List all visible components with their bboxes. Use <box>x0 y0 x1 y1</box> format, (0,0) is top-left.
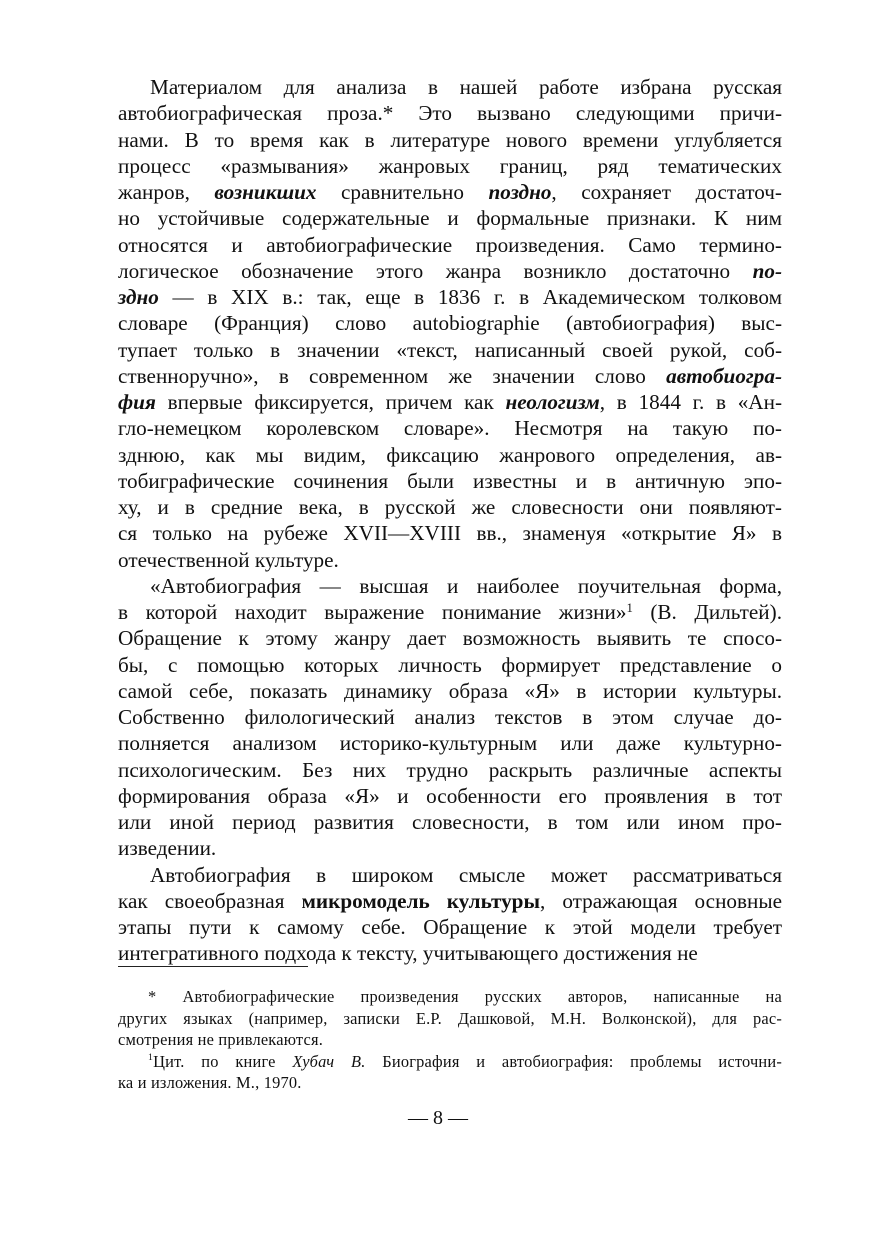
text-run: психологическим. Без них трудно раскрыть различные аспекты <box>118 757 782 782</box>
footnote-separator <box>118 966 308 967</box>
text-line <box>150 573 782 599</box>
text-line <box>118 625 782 651</box>
text-line <box>118 153 782 179</box>
text-line <box>118 363 782 389</box>
text-line <box>118 704 782 730</box>
text-run: Собственно филологический анализ текстов в этом случае до- <box>118 705 782 729</box>
text-line <box>118 783 782 809</box>
emphasized-text: неологизм <box>505 390 600 414</box>
text-run: других языках (например, записки Е.Р. Дашковой, М.Н. Волконской), для рас- <box>118 1008 782 1028</box>
text-run: полняется анализом историко-культурным или даже культурно- <box>118 731 782 756</box>
footnote-marker: 1 <box>148 1051 154 1063</box>
text-line <box>118 415 782 441</box>
text-run: «Автобиография — высшая и наиболее поучительная форма, <box>150 573 782 598</box>
text-run: автобиографическая проза.* Это вызвано следующими причи- <box>118 101 782 126</box>
text-run: ху, и в средние века, в русской же словесности они появляют- <box>118 495 782 519</box>
text-run: Автобиография в широком смысле может рассматриваться <box>150 862 782 887</box>
text-line <box>118 914 782 940</box>
text-line <box>118 757 782 783</box>
emphasized-text: фия <box>118 390 156 414</box>
text-line <box>118 389 782 415</box>
emphasized-text: поздно <box>488 180 552 204</box>
text-line <box>118 100 782 126</box>
emphasized-text: Хубач В. <box>292 1051 366 1071</box>
text-line <box>118 337 782 363</box>
text-line <box>118 258 782 284</box>
text-line <box>118 442 782 468</box>
text-line <box>118 809 782 835</box>
text-line <box>118 468 782 494</box>
text-run: Биография и автобиография: проблемы источни- <box>365 1051 783 1071</box>
text-run: , в 1844 г. в «Ан- <box>599 390 782 414</box>
text-line <box>118 179 782 205</box>
text-run: или иной период развития словесности, в том или ином про- <box>118 810 782 834</box>
text-run: формирования образа «Я» и особенности его проявления в тот <box>118 783 782 808</box>
footnote-line <box>118 1008 782 1030</box>
text-run: ственноручно», в современном же значении слово <box>118 363 667 388</box>
text-run: в которой находит выражение понимание жизни» <box>118 600 627 624</box>
text-run: интегративного подхода к тексту, учитывающего достижения не <box>118 941 698 966</box>
footnote-line <box>148 986 782 1008</box>
text-line <box>118 284 782 310</box>
text-run: нами. В то время как в литературе нового времени углубляется <box>118 127 782 152</box>
text-line <box>118 940 782 966</box>
text-line <box>118 547 782 573</box>
text-run: бы, с помощью которых личность формирует представление о <box>118 652 782 677</box>
text-run: этапы пути к самому себе. Обращение к этой модели требует <box>118 915 782 939</box>
emphasized-text: микромодель культуры <box>301 888 541 913</box>
text-line <box>118 232 782 258</box>
text-run: изведении. <box>118 836 217 861</box>
text-line <box>118 730 782 756</box>
text-run: Цит. по книге <box>153 1051 293 1071</box>
text-line <box>150 74 782 100</box>
text-run: зднюю, как мы видим, фиксацию жанрового определения, ав- <box>118 442 782 467</box>
text-run: тобиграфические сочинения были известны и в античную эпо- <box>118 468 782 493</box>
text-run: Материалом для анализа в нашей работе избрана русская <box>150 75 782 99</box>
emphasized-text: возникших <box>214 180 317 204</box>
text-run: (В. Дильтей). <box>632 600 782 624</box>
text-line <box>118 310 782 336</box>
footnote-marker: 1 <box>626 601 633 615</box>
text-line <box>118 205 782 231</box>
text-run: — в XIX в.: так, еще в 1836 г. в Академическом толковом <box>158 285 782 309</box>
text-line <box>118 652 782 678</box>
emphasized-text: здно <box>118 285 159 309</box>
text-line <box>118 520 782 546</box>
text-run: логическое обозначение этого жанра возникло достаточно <box>118 258 753 283</box>
text-run: , отражающая основные <box>540 888 782 913</box>
text-run: словаре (Франция) слово autobiographie (автобиография) выс- <box>118 311 782 336</box>
page-number: — 8 — <box>408 1107 468 1129</box>
text-run: сравнительно <box>316 180 489 204</box>
text-run: жанров, <box>118 180 215 204</box>
text-line <box>118 678 782 704</box>
text-run: тупает только в значении «текст, написанный своей рукой, соб- <box>118 337 782 362</box>
footnote-line <box>118 1029 782 1051</box>
emphasized-text: по- <box>752 258 782 283</box>
text-run: ка и изложения. М., 1970. <box>118 1073 302 1092</box>
text-run: впервые фиксируется, причем как <box>155 390 506 414</box>
text-line <box>118 494 782 520</box>
text-run: ся только на рубеже XVII—XVIII вв., знаменуя «открытие Я» в <box>118 521 782 546</box>
text-run: как своеобразная <box>118 888 302 913</box>
text-run: * Автобиографические произведения русских авторов, написанные на <box>148 987 782 1006</box>
text-run: гло-немецком королевском словаре». Несмотря на такую по- <box>118 416 782 441</box>
text-run: процесс «размывания» жанровых границ, ряд тематических <box>118 153 782 178</box>
text-line <box>150 862 782 888</box>
text-line <box>118 599 782 625</box>
text-run: самой себе, показать динамику образа «Я» в истории культуры. <box>118 678 782 703</box>
text-line <box>118 127 782 153</box>
text-run: но устойчивые содержательные и формальные признаки. К ним <box>118 206 782 231</box>
footnote-line <box>118 1072 782 1094</box>
text-run: относятся и автобиографические произведения. Само термино- <box>118 232 782 257</box>
text-run: отечественной культуре. <box>118 547 339 572</box>
text-run: , сохраняет достаточ- <box>551 180 782 204</box>
emphasized-text: автобиогра- <box>666 363 782 388</box>
text-line <box>118 888 782 914</box>
text-line <box>118 835 782 861</box>
text-run: Обращение к этому жанру дает возможность выявить те спосо- <box>118 626 782 651</box>
footnote-line <box>148 1051 782 1073</box>
text-run: смотрения не привлекаются. <box>118 1030 323 1049</box>
